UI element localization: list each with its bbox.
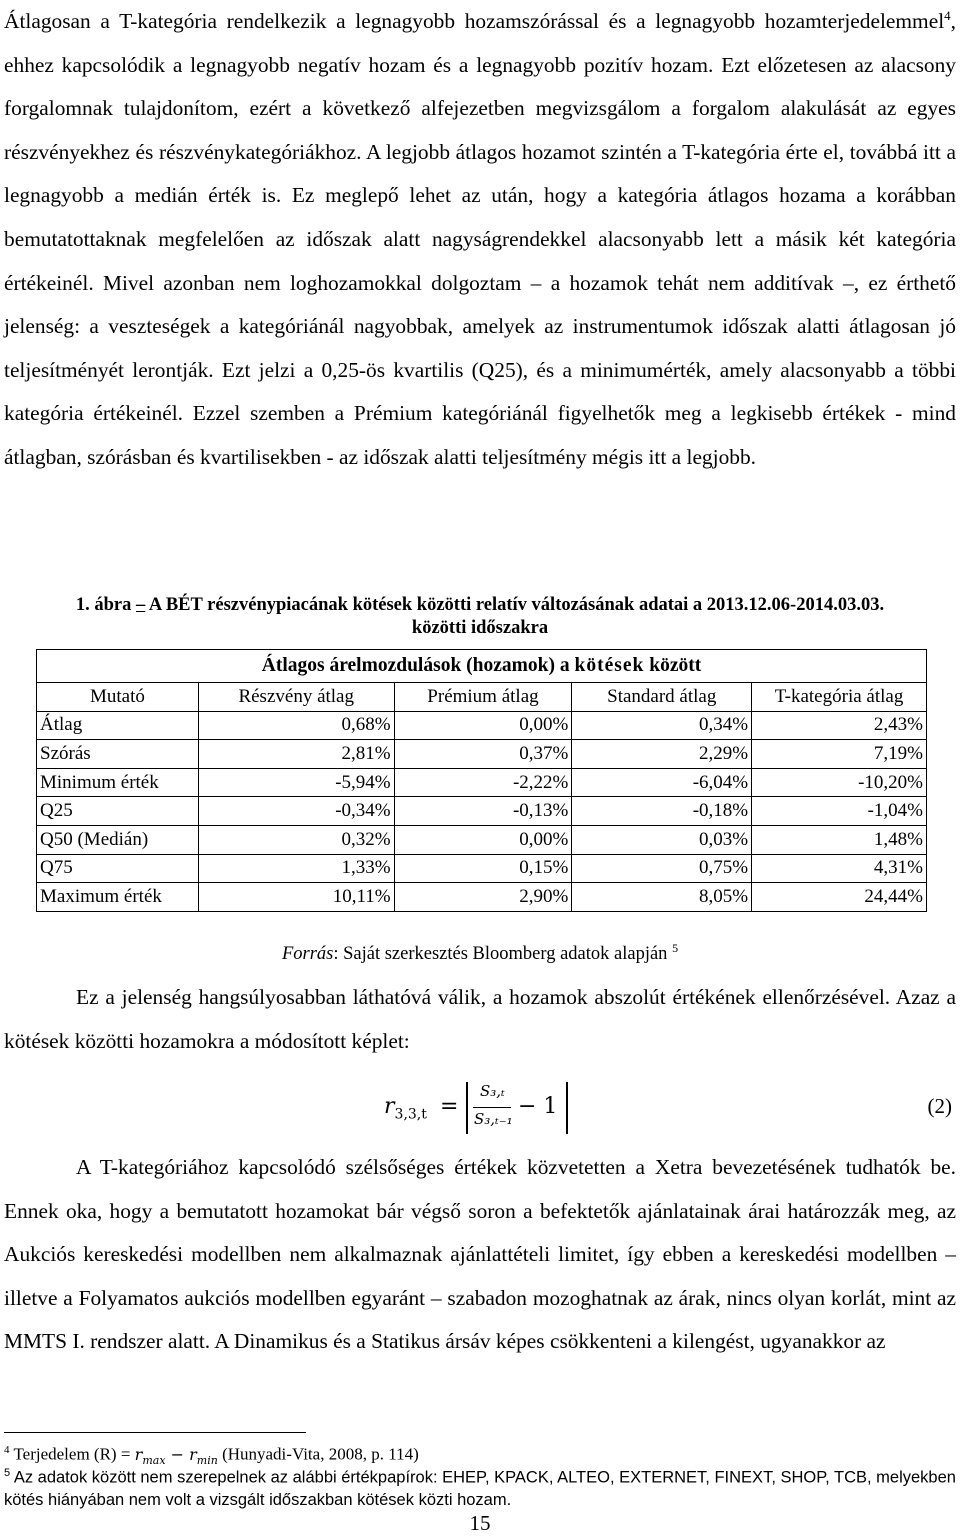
table-cell: 8,05% <box>572 883 752 912</box>
source-label: Forrás <box>281 944 334 965</box>
figure-dash: – <box>136 595 146 615</box>
paragraph-1 <box>4 0 956 480</box>
abs-bar-left <box>466 1082 468 1134</box>
row-label: Q50 (Medián) <box>37 825 199 854</box>
table-cell: 0,03% <box>572 825 752 854</box>
table-cell: 2,90% <box>394 883 572 912</box>
formula-lhs: $r_{3,3,t}$ <box>384 1094 427 1123</box>
table-cell: -5,94% <box>198 768 394 797</box>
table-cell: 0,75% <box>572 854 752 883</box>
row-label: Q75 <box>37 854 199 883</box>
footnote-ref-5[interactable]: 5 <box>672 941 679 955</box>
table-cell: -2,22% <box>394 768 572 797</box>
table-cell: -0,13% <box>394 797 572 826</box>
table-cell: -10,20% <box>752 768 927 797</box>
table-cell: -0,18% <box>572 797 752 826</box>
footnote-5: $^5$ Az adatok között nem szerepelnek az alábbi értékpapírok: EHEP, KPACK, ALTEO, EXTERNET, FINEXT, SHOP, TCB, melyekben kötés hiányában nem volt a vizsgált időszakban kötések közti hozam. <box>4 1467 956 1509</box>
column-header: Standard átlag <box>572 683 752 712</box>
table-cell: 2,43% <box>752 711 927 740</box>
table-cell: 1,48% <box>752 825 927 854</box>
footnote-separator <box>4 1432 306 1433</box>
figure-caption-line2: közötti időszakra <box>411 618 549 638</box>
table-cell: 0,37% <box>394 740 572 769</box>
table-title: Átlagos árelmozdulások (hozamok) a kötések között <box>37 650 927 683</box>
table-cell: 0,32% <box>198 825 394 854</box>
table-row <box>37 854 927 883</box>
paragraph-3: A T-kategóriához kapcsolódó szélsőséges értékek közvetetten a Xetra bevezetésének tudhatók be. Ennek oka, hogy a bemutatott hozamokat bár végső soron a befektetők ajánlatainak árai határozzák meg, az Aukciós kereskedési modellben nem alkalmaznak ajánlattételi limitet, így ebben a kereskedési modellben – illetve a Folyamatos aukciós modellben egyaránt – szabadon mozoghatnak az árak, nincs olyan korlát, mint az MMTS I. rendszer alatt. A Dinamikus és a Statikus ársáv képes csökkenteni a kilengést, ugyanakkor az <box>4 1155 956 1354</box>
row-label: Q25 <box>37 797 199 826</box>
table-cell: 0,00% <box>394 825 572 854</box>
formula-denominator: S₃,ₜ₋₁ <box>474 1110 513 1128</box>
source-text: : Saját szerkesztés Bloomberg adatok alapján <box>333 944 668 965</box>
table-cell: 24,44% <box>752 883 927 912</box>
footnote-4: $^4$ Terjedelem $(R) = r_{max} - r_{min}$ (Hunyadi-Vita, 2008, p. 114) <box>4 1444 419 1467</box>
footnote-ref-4[interactable]: 4 <box>944 7 951 23</box>
table-cell: 2,29% <box>572 740 752 769</box>
table-cell: 0,15% <box>394 854 572 883</box>
table-row <box>37 797 927 826</box>
row-label: Minimum érték <box>37 768 199 797</box>
table-cell: 10,11% <box>198 883 394 912</box>
table-row <box>37 825 927 854</box>
column-header: Prémium átlag <box>394 683 572 712</box>
equation-number: (2) <box>927 1094 952 1118</box>
table-row <box>37 740 927 769</box>
paragraph-1-rest: , ehhez kapcsolódik a legnagyobb negatív hozam és a legnagyobb pozitív hozam. Ezt előzetesen az alacsony forgalomnak tulajdonítom, ezért a következő alfejezetben megvizsgálom a forgalom alakulását az egyes részvényekhez és részvénykategóriákhoz. A legjobb átlagos hozamot szintén a T-kategória érte el, továbbá itt a legnagyobb a medián érték is. Ez meglepő lehet az után, hogy a kategória átlagos hozama a korábban bemutatottaknak megfelelően az időszak alatt nagyságrendekkel alacsonyabb lett a másik két kategória értékeinél. Mivel azonban nem loghozamokkal dolgoztam – a hozamok tehát nem additívak –, ez érthető jelenség: a veszteségek a kategóriánál nagyobbak, amelyek az instrumentumok időszak alatti átlagosan jó teljesítményét lerontják. Ezt jelzi a 0,25-ös kvartilis (Q25), és a minimumérték, amely alacsonyabb a többi kategória értékeinél. Ezzel szemben a Prémium kategóriánál figyelhetők meg a legkisebb értékek - mind átlagban, szórásban és kvartilisekben - az időszak alatti teljesítmény mégis itt a legjobb. <box>4 9 956 469</box>
formula-numerator: S₃,ₜ <box>480 1082 505 1100</box>
figure-caption-line1: A BÉT részvénypiacának kötések közötti relatív változásának adatai a 2013.12.06-2014.03.03. <box>148 595 885 615</box>
formula <box>384 1082 584 1136</box>
page-number: 15 <box>469 1511 491 1535</box>
figure-caption <box>4 594 956 640</box>
fraction-line <box>473 1107 511 1108</box>
column-header: T-kategória átlag <box>752 683 927 712</box>
row-label: Maximum érték <box>37 883 199 912</box>
table-cell: 0,34% <box>572 711 752 740</box>
table-cell: 0,68% <box>198 711 394 740</box>
table-cell: -1,04% <box>752 797 927 826</box>
figure-label: 1. ábra <box>75 595 132 615</box>
table-cell: 7,19% <box>752 740 927 769</box>
column-header: Részvény átlag <box>198 683 394 712</box>
row-label: Szórás <box>37 740 199 769</box>
table-cell: -6,04% <box>572 768 752 797</box>
table-cell: 2,81% <box>198 740 394 769</box>
table-title-row <box>37 650 927 683</box>
row-label: Átlag <box>37 711 199 740</box>
abs-bar-right <box>566 1082 568 1134</box>
table-header-row <box>37 683 927 712</box>
table-row <box>37 711 927 740</box>
table-cell: 4,31% <box>752 854 927 883</box>
paragraph-2: Ez a jelenség hangsúlyosabban láthatóvá válik, a hozamok abszolút értékének ellenőrzésével. Azaz a kötések közötti hozamokra a módosított képlet: <box>4 985 956 1053</box>
formula-minus-one: − 1 <box>518 1094 558 1119</box>
table-cell: -0,34% <box>198 797 394 826</box>
column-header: Mutató <box>37 683 199 712</box>
source-note <box>0 936 960 966</box>
table-cell: 1,33% <box>198 854 394 883</box>
paragraph-1-text: Átlagosan a T-kategória rendelkezik a legnagyobb hozamszórással és a legnagyobb hozamterjedelemmel <box>4 9 945 33</box>
table-cell: 0,00% <box>394 711 572 740</box>
formula-equals: = <box>440 1094 459 1119</box>
table-row <box>37 768 927 797</box>
table-row <box>37 883 927 912</box>
returns-table <box>36 649 927 912</box>
